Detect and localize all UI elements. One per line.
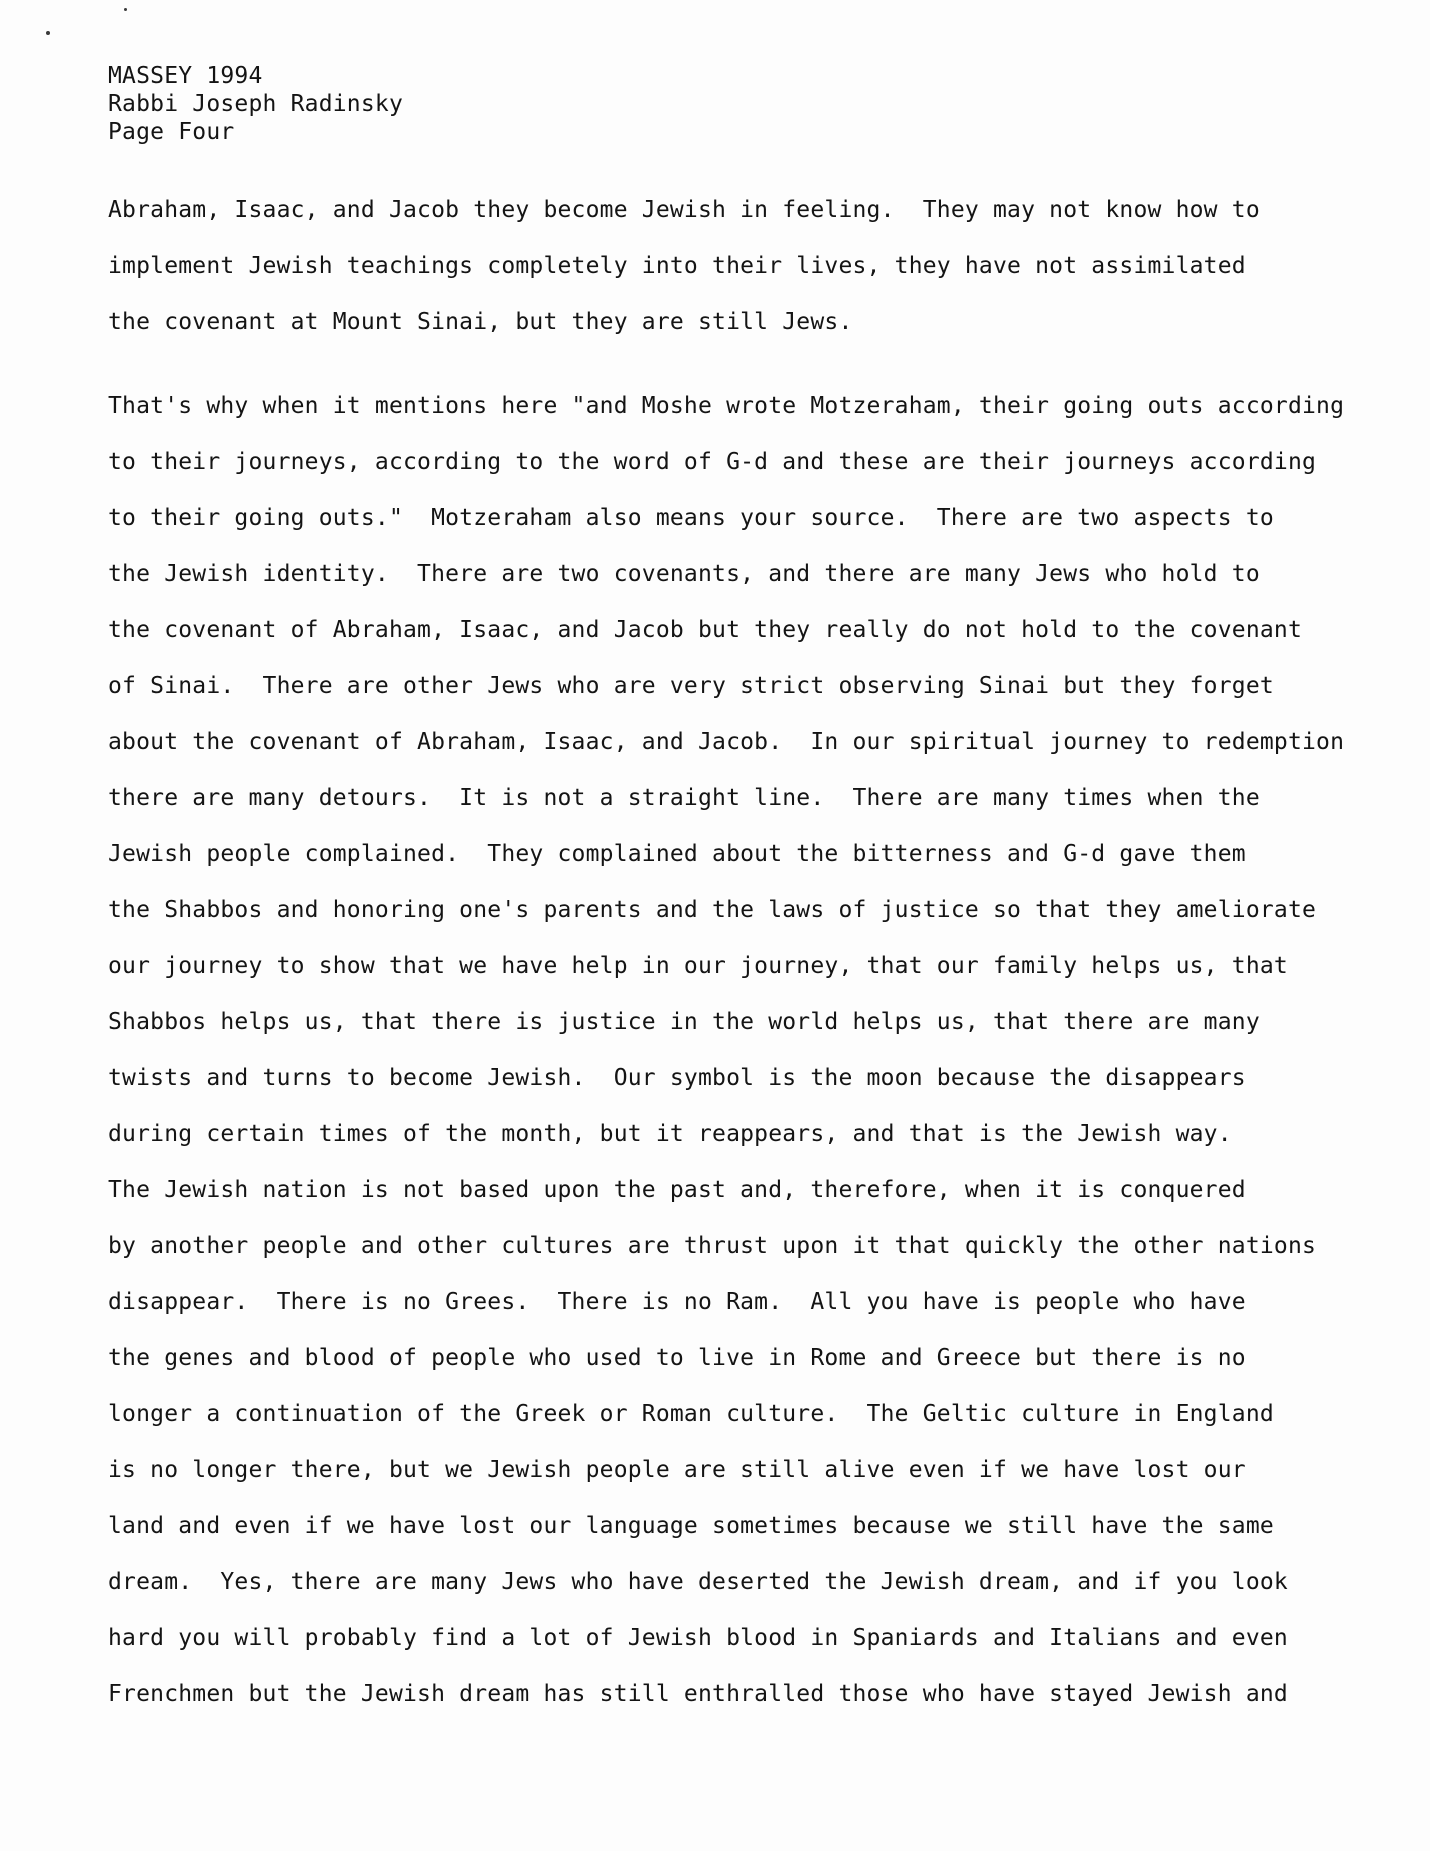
text-line: the genes and blood of people who used to live in Rome and Greece but there is no xyxy=(108,1345,1246,1371)
scan-speck xyxy=(124,8,127,11)
text-line: by another people and other cultures are thrust upon it that quickly the other nations xyxy=(108,1233,1317,1259)
paragraph xyxy=(108,182,1398,350)
text-line: during certain times of the month, but it reappears, and that is the Jewish way. xyxy=(108,1121,1232,1147)
text-line: there are many detours. It is not a straight line. There are many times when the xyxy=(108,785,1260,811)
text-line: to their going outs." Motzeraham also means your source. There are two aspects to xyxy=(108,505,1274,531)
header-author: Rabbi Joseph Radinsky xyxy=(108,91,403,117)
text-line: our journey to show that we have help in our journey, that our family helps us, that xyxy=(108,953,1288,979)
text-line: disappear. There is no Grees. There is no Ram. All you have is people who have xyxy=(108,1289,1246,1315)
text-line: about the covenant of Abraham, Isaac, and Jacob. In our spiritual journey to redemption xyxy=(108,729,1345,755)
text-line: implement Jewish teachings completely into their lives, they have not assimilated xyxy=(108,253,1246,279)
text-line: is no longer there, but we Jewish people are still alive even if we have lost our xyxy=(108,1457,1246,1483)
text-line: the covenant at Mount Sinai, but they are still Jews. xyxy=(108,309,853,335)
text-line: The Jewish nation is not based upon the past and, therefore, when it is conquered xyxy=(108,1177,1246,1203)
text-line: Abraham, Isaac, and Jacob they become Jewish in feeling. They may not know how to xyxy=(108,197,1260,223)
document-content xyxy=(108,62,1398,1722)
text-line: twists and turns to become Jewish. Our symbol is the moon because the disappears xyxy=(108,1065,1246,1091)
text-line: Frenchmen but the Jewish dream has still enthralled those who have stayed Jewish and xyxy=(108,1681,1288,1707)
document-body xyxy=(108,182,1398,1722)
text-line: land and even if we have lost our language sometimes because we still have the same xyxy=(108,1513,1274,1539)
text-line: hard you will probably find a lot of Jewish blood in Spaniards and Italians and even xyxy=(108,1625,1288,1651)
header-title: MASSEY 1994 xyxy=(108,63,263,89)
text-line: the covenant of Abraham, Isaac, and Jacob but they really do not hold to the covenant xyxy=(108,617,1303,643)
text-line: That's why when it mentions here "and Moshe wrote Motzeraham, their going outs according xyxy=(108,393,1345,419)
text-line: Jewish people complained. They complained about the bitterness and G-d gave them xyxy=(108,841,1246,867)
text-line: the Shabbos and honoring one's parents and the laws of justice so that they ameliorate xyxy=(108,897,1317,923)
text-line: of Sinai. There are other Jews who are very strict observing Sinai but they forget xyxy=(108,673,1274,699)
header-page-number: Page Four xyxy=(108,119,235,145)
text-line: longer a continuation of the Greek or Roman culture. The Geltic culture in England xyxy=(108,1401,1274,1427)
document-header xyxy=(108,62,1398,146)
scan-speck xyxy=(46,31,50,35)
text-line: dream. Yes, there are many Jews who have deserted the Jewish dream, and if you look xyxy=(108,1569,1288,1595)
text-line: the Jewish identity. There are two covenants, and there are many Jews who hold to xyxy=(108,561,1260,587)
text-line: Shabbos helps us, that there is justice in the world helps us, that there are many xyxy=(108,1009,1260,1035)
text-line: to their journeys, according to the word of G-d and these are their journeys according xyxy=(108,449,1317,475)
paragraph xyxy=(108,378,1398,1722)
